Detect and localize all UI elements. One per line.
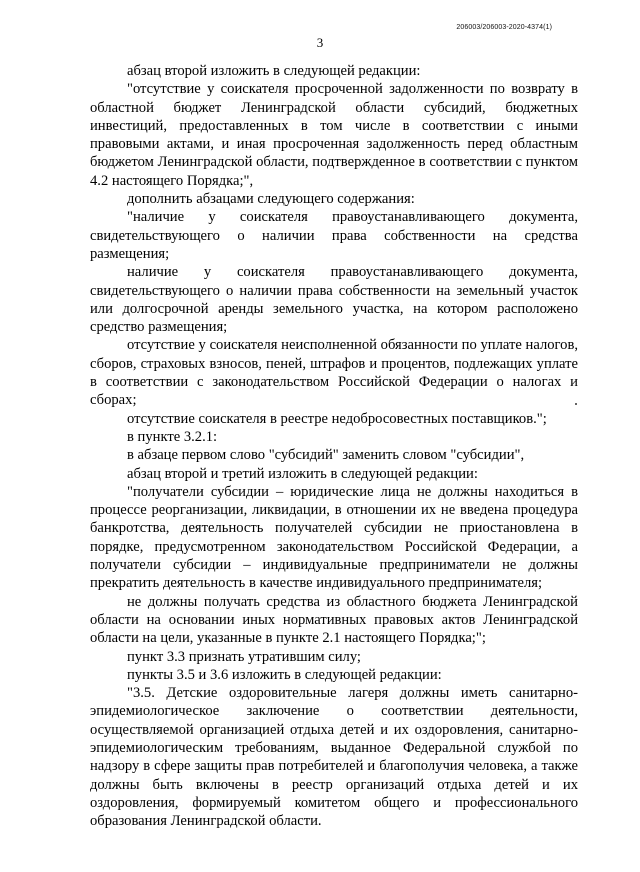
paragraph-10: абзац второй и третий изложить в следующей редакции: (127, 465, 478, 482)
paragraph-2: "отсутствие у соискателя просроченной задолженности по возврату в областной бюджет Ленинградской области субсидий, бюджетных инвестиций, предоставленных в том числе в соответствии с иными правовыми актами, и иная просроченная задолженность перед областным бюджетом Ленинградской области, подтвержденное в соответствии с пунктом 4.2 настоящего Порядка;", (90, 81, 578, 189)
paragraph-11: "получатели субсидии – юридические лица не должны находиться в процессе реорганизации, ликвидации, в отношении их не введена процедура банкротства, деятельность получателей субсидии не приостановлена в порядке, предусмотренном законодательством Российской Федерации, а получатели субсидии – индивидуальные предприниматели не должны прекратить деятельность в качестве индивидуального предпринимателя; (90, 483, 578, 592)
page-number: 3 (316, 35, 324, 50)
paragraph-1: абзац второй изложить в следующей редакции: (127, 63, 421, 79)
paragraph-3: дополнить абзацами следующего содержания: (127, 191, 415, 208)
paragraph-13: пункт 3.3 признать утратившим силу; (127, 648, 361, 665)
paragraph-8: в пункте 3.2.1: (127, 428, 218, 445)
paragraph-12: не должны получать средства из областного бюджета Ленинградской области на основании иных нормативных правовых актов Ленинградской области на цели, указанные в пункте 2.1 настоящего Порядка;"; (90, 593, 578, 647)
paragraph-6: отсутствие у соискателя неисполненной обязанности по уплате налогов, сборов, страховых взносов, пеней, штрафов и процентов, подлежащих уплате в соответствии с законодательством Российской Федерации о налогах и сборах; (90, 337, 578, 409)
paragraph-15: "3.5. Детские оздоровительные лагеря должны иметь санитарно-эпидемиологическое заключение о соответствии деятельности, осуществляемой организацией отдыха детей и их оздоровления, санитарно-эпидемиологическим требованиям, выданное Федеральной службой по надзору в сфере защиты прав потребителей и благополучия человека, а также должны быть включены в реестр организаций отдыха детей и их оздоровления, формируемый комитетом общего и профессионального образования Ленинградской области. (90, 685, 578, 830)
paragraph-4: "наличие у соискателя правоустанавливающего документа, свидетельствующего о наличии права собственности на средства размещения; (90, 209, 578, 262)
paragraph-14: пункты 3.5 и 3.6 изложить в следующей редакции: (127, 666, 442, 683)
paragraph-5: наличие у соискателя правоустанавливающего документа, свидетельствующего о наличии права собственности на земельный участок или долгосрочной аренды земельного участка, на котором расположено средство размещения; (90, 264, 578, 336)
paragraph-9: в абзаце первом слово "субсидий" заменить словом "субсидии", (127, 447, 525, 464)
paragraph-7: отсутствие соискателя в реестре недобросовестных поставщиков."; (127, 410, 547, 427)
document-id: 206003/206003-2020-4374(1) (456, 24, 552, 31)
document-body (90, 62, 578, 830)
